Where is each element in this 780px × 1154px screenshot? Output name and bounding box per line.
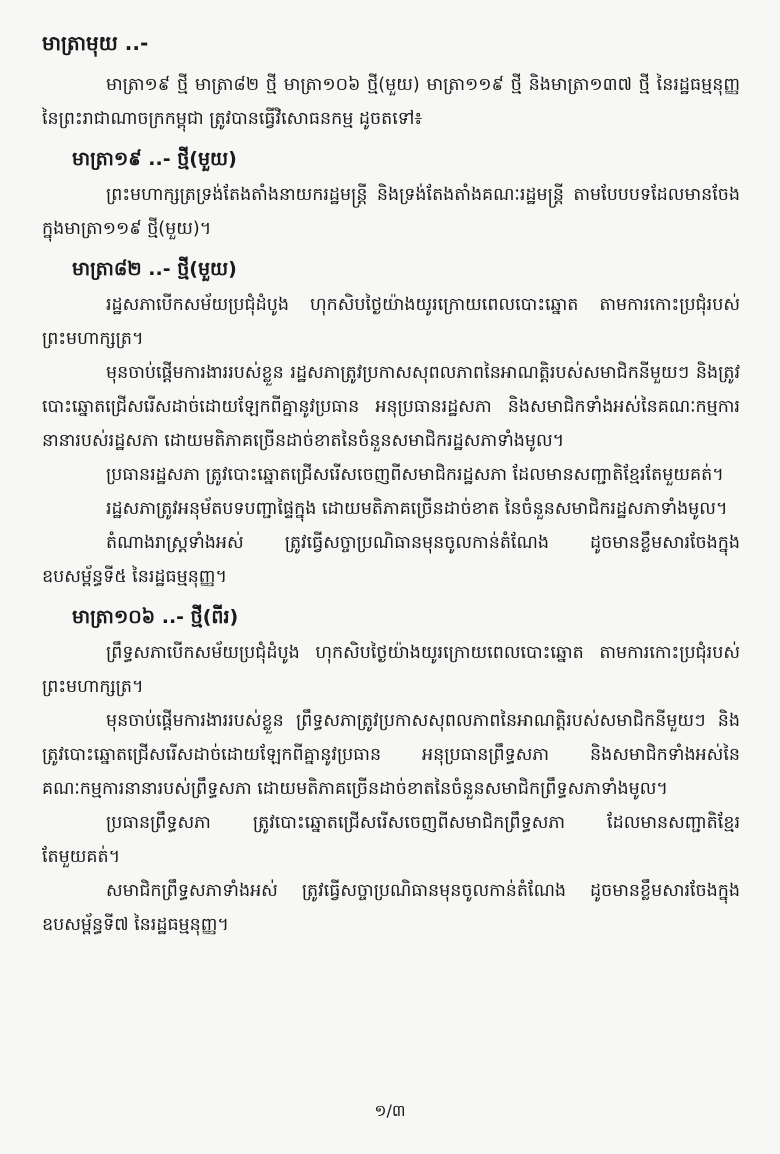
page-number: ១/៣ — [374, 1101, 406, 1120]
section-heading: មាត្រាមុយ ..- — [42, 31, 149, 55]
article-19-title: មាត្រា១៩ ..- ថ្មី(មួយ) — [72, 148, 237, 170]
intro-paragraph: មាត្រា១៩ ថ្មី មាត្រា៨២ ថ្មី មាត្រា១០៦ ថ្មី(មួយ) មាត្រា១១៩ ថ្មី និងមាត្រា១៣៧ ថ្មី នៃរដ្ឋធម្មនុញ្ញនៃព្រះរាជាណាចក្រកម្ពុជា ត្រូវបានធ្វើវិសោធនកម្ម ដូចតទៅ៖ — [42, 75, 740, 129]
article-82-paragraph: មុនចាប់ផ្ដើមការងាររបស់ខ្លួន រដ្ឋសភាត្រូវប្រកាសសុពលភាពនៃអាណត្តិរបស់សមាជិកនីមួយៗ និងត្រូវបោះឆ្នោតជ្រើសរើសដាច់ដោយឡែកពីគ្នានូវប្រធាន អនុប្រធានរដ្ឋសភា និងសមាជិកទាំងអស់នៃគណៈកម្មការនានារបស់រដ្ឋសភា ដោយមតិភាគច្រើនដាច់ខាតនៃចំនួនសមាជិករដ្ឋសភាទាំងមូល។ — [42, 363, 740, 451]
article-82-paragraph: រដ្ឋសភាបើកសម័យប្រជុំដំបូង ហុកសិបថ្ងៃយ៉ាងយូរក្រោយពេលបោះឆ្នោត តាមការកោះប្រជុំរបស់ព្រះមហាក្សត្រ។ — [42, 295, 740, 349]
article-106-title: មាត្រា១០៦ ..- ថ្មី(ពីរ) — [72, 606, 239, 628]
article-82-paragraph: ប្រធានរដ្ឋសភា ត្រូវបោះឆ្នោតជ្រើសរើសចេញពីសមាជិករដ្ឋសភា ដែលមានសញ្ជាតិខ្មែរតែមួយគត់។ — [106, 465, 724, 485]
article-106-paragraph: សមាជិកព្រឹទ្ធសភាទាំងអស់ ត្រូវធ្វើសច្ចាប្រណិធានមុនចូលកាន់តំណែង ដូចមានខ្លឹមសារចែងក្នុងឧបសម្ព័ន្ធទី៧ នៃរដ្ឋធម្មនុញ្ញ។ — [42, 881, 740, 935]
article-106-paragraph: មុនចាប់ផ្ដើមការងាររបស់ខ្លួន ព្រឹទ្ធសភាត្រូវប្រកាសសុពលភាពនៃអាណត្តិរបស់សមាជិកនីមួយៗ និងត្រូវបោះឆ្នោតជ្រើសរើសដាច់ដោយឡែកពីគ្នានូវប្រធាន អនុប្រធានព្រឹទ្ធសភា និងសមាជិកទាំងអស់នៃគណៈកម្មការនានារបស់ព្រឹទ្ធសភា ដោយមតិភាគច្រើនដាច់ខាតនៃចំនួនសមាជិកព្រឹទ្ធសភាទាំងមូល។ — [42, 711, 740, 799]
article-82-paragraph: រដ្ឋសភាត្រូវអនុម័តបទបញ្ជាផ្ទៃក្នុង ដោយមតិភាគច្រើនដាច់ខាត នៃចំនួនសមាជិករដ្ឋសភាទាំងមូល។ — [106, 499, 728, 519]
article-19-paragraph: ព្រះមហាក្សត្រទ្រង់តែងតាំងនាយករដ្ឋមន្ត្រី និងទ្រង់តែងតាំងគណៈរដ្ឋមន្ត្រី តាមបែបបទដែលមានចែងក្នុងមាត្រា១១៩ ថ្មី(មួយ)។ — [42, 185, 740, 239]
article-106-paragraph: ព្រឹទ្ធសភាបើកសម័យប្រជុំដំបូង ហុកសិបថ្ងៃយ៉ាងយូរក្រោយពេលបោះឆ្នោត តាមការកោះប្រជុំរបស់ព្រះមហាក្សត្រ។ — [42, 643, 740, 697]
article-82-paragraph: តំណាងរាស្ត្រទាំងអស់ ត្រូវធ្វើសច្ចាប្រណិធានមុនចូលកាន់តំណែង ដូចមានខ្លឹមសារចែងក្នុងឧបសម្ព័ន្ធទី៥ នៃរដ្ឋធម្មនុញ្ញ។ — [42, 533, 740, 587]
article-106-paragraph: ប្រធានព្រឹទ្ធសភា ត្រូវបោះឆ្នោតជ្រើសរើសចេញពីសមាជិកព្រឹទ្ធសភា ដែលមានសញ្ជាតិខ្មែរតែមួយគត់។ — [42, 813, 740, 867]
article-82-title: មាត្រា៨២ ..- ថ្មី(មួយ) — [72, 258, 237, 280]
